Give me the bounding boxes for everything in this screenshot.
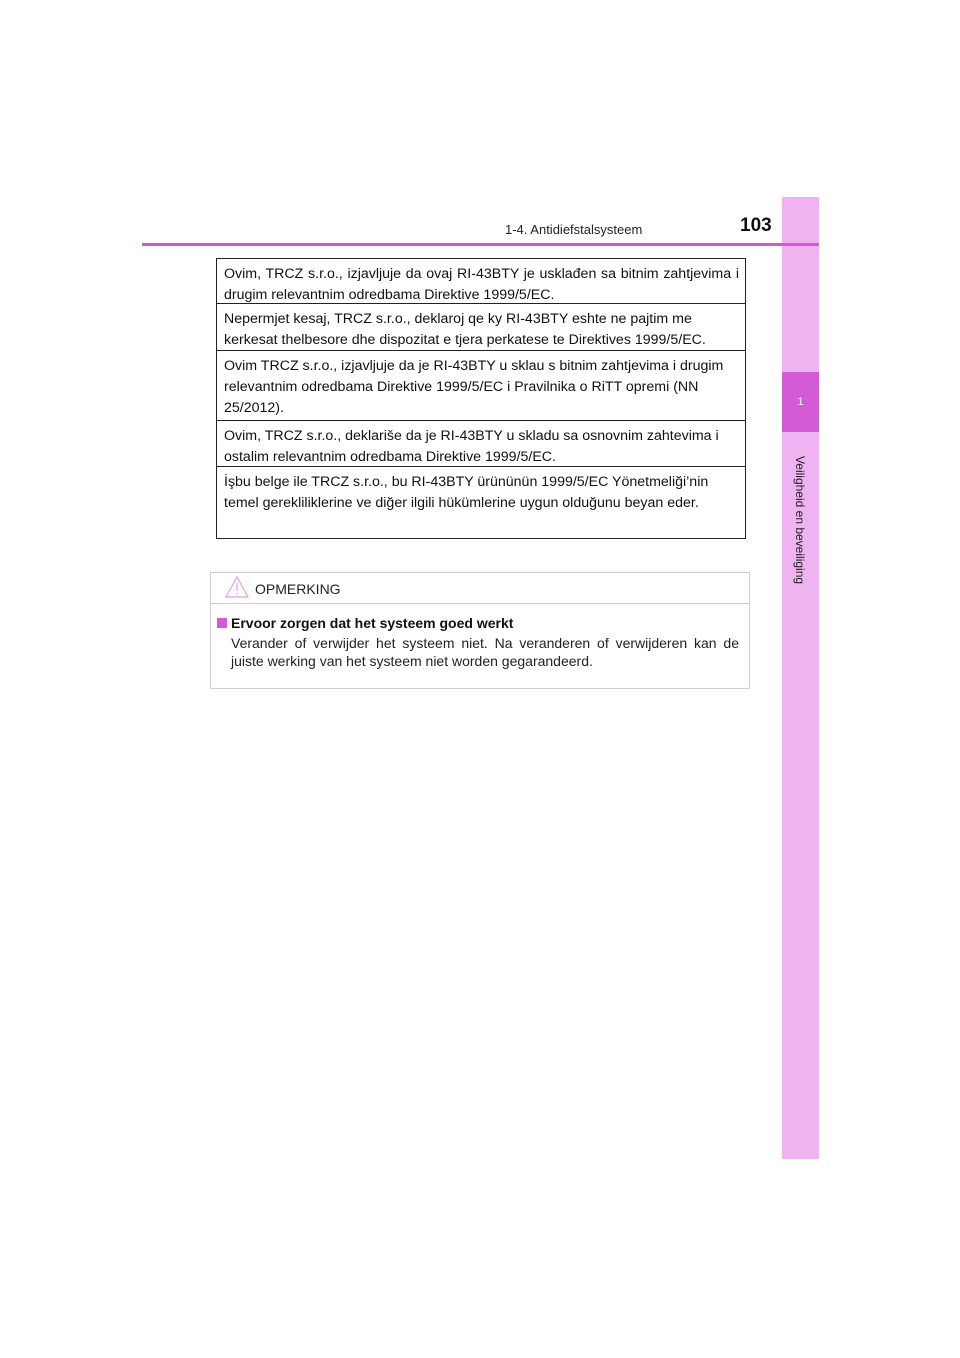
declaration-serbian: Ovim, TRCZ s.r.o., deklariše da je RI-43BTY u skladu sa osnovnim zahtevima i ostalim relevantnim odredbama Direktive 1999/5/EC. [217, 420, 745, 466]
notice-body [211, 604, 749, 670]
chapter-label: Veiligheid en beveiliging [793, 455, 807, 585]
declaration-table [216, 258, 746, 539]
notice-box [210, 572, 750, 689]
notice-title: OPMERKING [255, 581, 341, 597]
chapter-marker [782, 372, 819, 432]
side-tab [782, 197, 819, 1159]
declaration-croatian: Ovim TRCZ s.r.o., izjavljuje da je RI-43BTY u sklau s bitnim zahtjevima i drugim relevantnim odredbama Direktive 1999/5/EC i Pravilnika o RiTT opremi (NN 25/2012). [217, 350, 745, 420]
warning-triangle-icon [225, 576, 249, 598]
declaration-bosnian: Ovim, TRCZ s.r.o., izjavljuje da ovaj RI-43BTY je usklađen sa bitnim zahtjevima i drugim relevantnim odredbama Direktive 1999/5/EC. [224, 266, 739, 303]
declaration-turkish: İşbu belge ile TRCZ s.r.o., bu RI-43BTY ürününün 1999/5/EC Yönetmeliği’nin temel gerekliliklerine ve diğer ilgili hükümlerine uygun olduğunu beyan eder. [217, 466, 745, 538]
declaration-albanian: Nepermjet kesaj, TRCZ s.r.o., deklaroj qe ky RI-43BTY eshte ne pajtim me kerkesat thelbesore dhe dispozitat e tjera perkatese te Direktives 1999/5/EC. [217, 303, 745, 350]
bullet-square-icon [217, 618, 227, 628]
notice-heading-text: Ervoor zorgen dat het systeem goed werkt [231, 615, 514, 631]
notice-header [211, 573, 749, 604]
section-title: 1-4. Antidiefstalsysteem [505, 222, 643, 237]
notice-text: Verander of verwijder het systeem niet. Na veranderen of verwijderen kan de juiste werking van het systeem niet worden gegarandeerd. [231, 635, 739, 669]
header-rule [142, 243, 819, 246]
notice-heading [217, 615, 739, 631]
page-number: 103 [740, 215, 772, 236]
chapter-number: 1 [797, 396, 804, 408]
